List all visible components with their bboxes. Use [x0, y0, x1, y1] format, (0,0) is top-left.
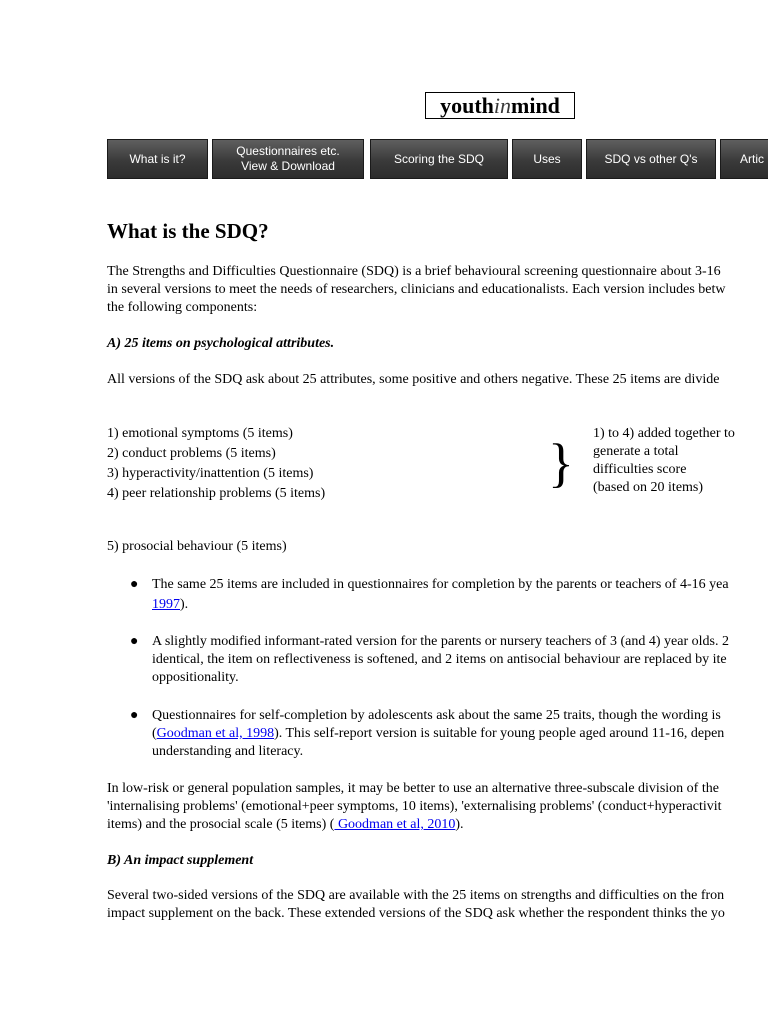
bullet-3-line: Questionnaires for self-completion by adolescents ask about the same 25 traits, though the wording is: [152, 708, 721, 723]
lowrisk-line: In low-risk or general population samples, it may be better to use an alternative three-subscale division of the: [107, 781, 719, 796]
total-note-line: generate a total: [593, 444, 679, 459]
scale-item: 4) peer relationship problems (5 items): [107, 486, 326, 501]
paren-open: (: [152, 726, 157, 741]
curly-brace: }: [548, 433, 574, 493]
intro-line: the following components:: [107, 300, 258, 315]
section-b-heading: B) An impact supplement: [107, 853, 254, 868]
total-note-line: difficulties score: [593, 462, 687, 477]
scale-item: 3) hyperactivity/inattention (5 items): [107, 466, 314, 481]
nav-label-line2: View & Download: [241, 159, 335, 173]
nav-questionnaires[interactable]: [212, 139, 364, 179]
scale-item: 1) emotional symptoms (5 items): [107, 426, 293, 441]
nav-uses[interactable]: [512, 139, 582, 179]
lowrisk-line: [107, 816, 464, 834]
nav-scoring[interactable]: [370, 139, 508, 179]
section-b-line: Several two-sided versions of the SDQ are available with the 25 items on strengths and difficulties on the fron: [107, 888, 725, 903]
bullet-1-line: The same 25 items are included in questionnaires for completion by the parents or teachers of 4-16 yea: [152, 577, 729, 592]
logo-text-mind: mind: [511, 93, 560, 118]
reference-link-goodman-1998[interactable]: Goodman et al, 1998: [156, 726, 275, 741]
intro-line: The Strengths and Difficulties Questionnaire (SDQ) is a brief behavioural screening questionnaire about 3-16: [107, 264, 721, 279]
bullet-2-line: oppositionality.: [152, 670, 239, 685]
lowrisk-line: 'internalising problems' (emotional+peer symptoms, 10 items), 'externalising problems' (conduct+hyperactivit: [107, 799, 722, 814]
section-b-line: impact supplement on the back. These extended versions of the SDQ ask whether the respondent thinks the yo: [107, 906, 725, 921]
total-note-line: (based on 20 items): [593, 480, 704, 495]
bullet-2-line: identical, the item on reflectiveness is softened, and 2 items on antisocial behaviour are replaced by ite: [152, 652, 727, 667]
bullet-3-line: [152, 725, 724, 743]
prosocial-item: 5) prosocial behaviour (5 items): [107, 539, 287, 554]
scale-item: 2) conduct problems (5 items): [107, 446, 276, 461]
logo-text-in: in: [493, 93, 511, 118]
reference-link-goodman-2010[interactable]: Goodman et al, 2010: [334, 817, 456, 832]
nav-label: Uses: [533, 151, 561, 166]
section-a-heading: A) 25 items on psychological attributes.: [107, 336, 335, 351]
bullet-2-line: A slightly modified informant-rated version for the parents or nursery teachers of 3 (and 4) year olds. 2: [152, 634, 729, 649]
intro-line: in several versions to meet the needs of researchers, clinicians and educationalists. Each version includes betw: [107, 282, 726, 297]
lowrisk-post: ).: [455, 817, 464, 832]
nav-what-is-it[interactable]: [107, 139, 208, 179]
nav-label: Scoring the SDQ: [393, 151, 485, 166]
bullet-3-line: understanding and literacy.: [152, 744, 304, 759]
nav-sdq-vs-other[interactable]: [586, 139, 716, 179]
nav-label: What is it?: [129, 151, 186, 166]
nav-label: Artic: [740, 151, 764, 166]
main-nav: [107, 139, 768, 179]
nav-label: Questionnaires etc.: [236, 144, 340, 158]
total-note-line: 1) to 4) added together to: [593, 426, 735, 441]
bullet-1-after: ).: [180, 597, 189, 612]
logo-text-youth: youth: [440, 93, 494, 118]
section-a-text: All versions of the SDQ ask about 25 attributes, some positive and others negative. These 25 items are divide: [107, 372, 720, 387]
reference-link-1997[interactable]: 1997: [152, 597, 180, 612]
bullet-dot: ●: [130, 577, 139, 592]
bullet-1-line: [152, 596, 188, 614]
bullet-3-rest: ). This self-report version is suitable for young people aged around 11-16, depen: [274, 726, 725, 741]
bullet-dot: ●: [130, 634, 139, 649]
page-title: What is the SDQ?: [107, 219, 269, 243]
bullet-dot: ●: [130, 708, 139, 723]
lowrisk-pre: items) and the prosocial scale (5 items) (: [107, 817, 335, 832]
youthinmind-logo[interactable]: [425, 92, 575, 119]
nav-articles[interactable]: [720, 139, 768, 179]
nav-label: SDQ vs other Q's: [604, 151, 698, 166]
